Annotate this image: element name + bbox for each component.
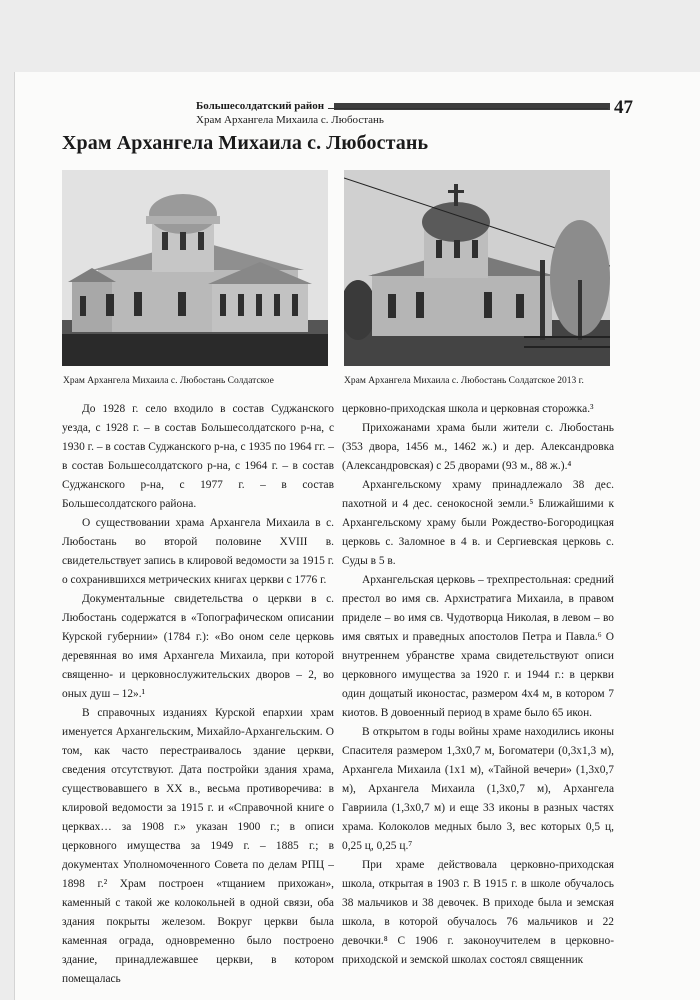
- photo-caption-1: Храм Архангела Михаила с. Любостань Солдатское: [63, 376, 274, 386]
- left-column: [62, 400, 334, 989]
- church-photo-old: [62, 170, 328, 366]
- page-number: 47: [614, 97, 633, 118]
- paragraph: О существовании храма Архангела Михаила в с. Любостань во второй половине XVIII в. свидетельствует запись в клировой ведомости за 1915 г. о сохранившихся метрических книгах церкви с 1776 г.: [62, 517, 334, 586]
- paragraph: До 1928 г. село входило в состав Суджанского уезда, с 1928 г. – в состав Большесолдатского р-на, с 1930 г. – в состав Суджанского р-на, с 1935 по 1964 гг. – в состав Большесолдатского р-на, с 1964 г. – в состав Суджанского р-на, с 1977 г. – в состав Большесолдатского района.: [62, 403, 334, 510]
- photo-caption-2: Храм Архангела Михаила с. Любостань Солдатское 2013 г.: [344, 376, 584, 386]
- paragraph: Прихожанами храма были жители с. Любостань (353 двора, 1456 м., 1462 ж.) и дер. Александровка (Александровская) с 25 дворами (93 м., 88 ж.).⁴: [342, 422, 614, 472]
- paragraph: Архангельская церковь – трехпрестольная: средний престол во имя св. Архистратига Михаила, в правом приделе – во имя св. Чудотворца Николая, в левом – во имя святых и праведных апостолов Петра и Павла.⁶ О внутреннем убранстве храма свидетельствуют описи церковного имущества за 1920 г. и 1944 г.: в церкви один дощатый иконостас, размером 4х4 м, в котором 7 киотов. В довоенный период в храме было 65 икон.: [342, 574, 614, 719]
- paragraph: При храме действовала церковно-приходская школа, открытая в 1903 г. В 1915 г. в школе обучалось 38 мальчиков и 38 девочек. В приходе была и земская школа, в которой обучалось 76 мальчиков и 22 девочки.⁸ С 1906 г. законоучителем в церковно-приходской и земской школах состоял священник: [342, 859, 614, 966]
- paragraph: В справочных изданиях Курской епархии храм именуется Архангельским, Михайло-Архангельским. О том, как часто перестраивалось здание церкви, сведения отсутствуют. Дата постройки здания храма, существовавшего в XX в., весьма противоречива: в клировой ведомости за 1915 г. и «Справочной книге о церквах… за 1908 г.» указан 1900 г.; в описи церковного имущества за 1949 г. – 1885 г.; в документах Уполномоченного Совета по делам РПЦ – 1898 г.² Храм построен «тщанием прихожан», каменный с такой же колокольней в одной связи, оба здания покрыты железом. Вокруг церкви была каменная ограда, одновременно было построено здание, принадлежавшее церкви, в котором помещалась: [62, 707, 334, 985]
- church-photo-2013: [344, 170, 610, 366]
- paragraph: Документальные свидетельства о церкви в с. Любостань содержатся в «Топографическом описании Курской губернии» (1784 г.): «Во оном селе церковь деревянная во имя Архангела Михаила, при которой священно- и церковнослужительских дворов – 2, во оных душ – 12».¹: [62, 593, 334, 700]
- running-header-subtitle: Храм Архангела Михаила с. Любостань: [196, 114, 384, 126]
- paragraph-continuation: церковно-приходская школа и церковная сторожка.³: [342, 403, 594, 415]
- paragraph: В открытом в годы войны храме находились иконы Спасителя размером 1,3х0,7 м, Богоматери (0,3х1,3 м), Архангела Михаила (1х1 м), «Тайной вечери» (1,3х0,7 м), Архангела Михаила (1,3х0,7 м), Архангела Гавриила (1,3х0,7 м) и еще 33 иконы в разных частях храма. Колоколов медных было 3, вес которых 0,5 ц, 0,25 ц, 0,25 ц.⁷: [342, 726, 614, 852]
- article-title: Храм Архангела Михаила с. Любостань: [62, 132, 429, 154]
- paragraph: Архангельскому храму принадлежало 38 дес. пахотной и 4 дес. сенокосной земли.⁵ Ближайшими к Архангельскому храму были Рождество-Богородицкая церковь с. Заломное в 4 в. и Сергиевская церковь с. Суды в 5 в.: [342, 479, 614, 567]
- right-column: [342, 400, 614, 970]
- running-header-section: Большесолдатский район: [196, 100, 328, 112]
